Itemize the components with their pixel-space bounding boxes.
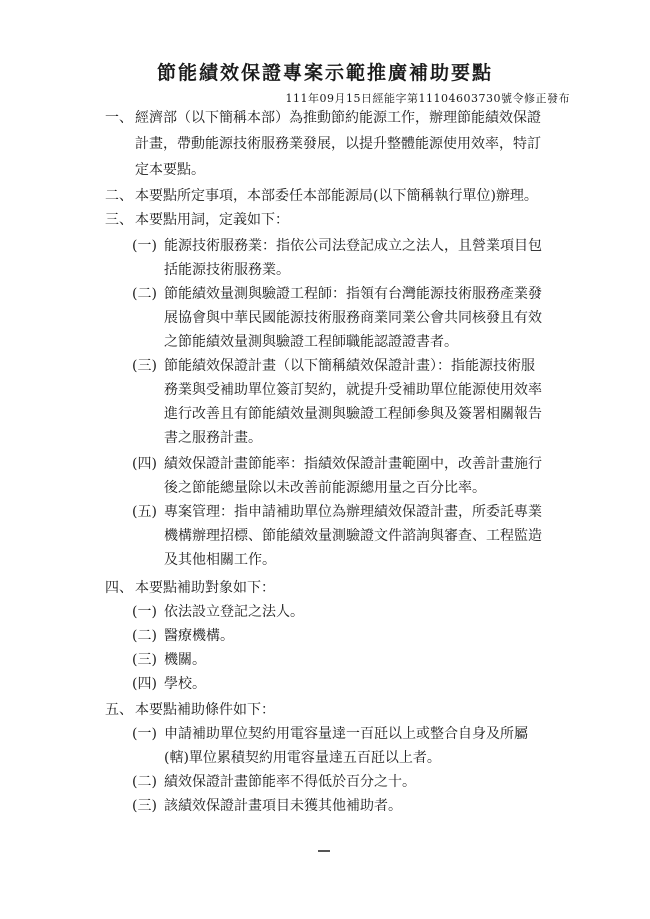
- section-1-line: 計畫，帶動能源技術服務業發展，以提升整體能源使用效率，特訂: [135, 136, 541, 152]
- section-5-line: 本要點補助條件如下：: [135, 702, 275, 718]
- item-line: 醫療機構。: [164, 628, 234, 644]
- document-title: 節能績效保證專案示範推廣補助要點: [156, 62, 493, 84]
- item-line: 依法設立登記之法人。: [164, 604, 304, 620]
- item-line: 該績效保證計畫項目未獲其他補助者。: [164, 798, 402, 814]
- section-5-number: 五、: [105, 702, 133, 718]
- item-number: (四): [132, 676, 157, 692]
- page-mark: [318, 850, 330, 852]
- item-line: 之節能績效量測與驗證工程師職能認證證書者。: [164, 334, 458, 350]
- item-number: (四): [132, 456, 157, 472]
- item-number: (三): [132, 798, 157, 814]
- section-4-number: 四、: [105, 580, 133, 596]
- item-line: 後之節能總量除以未改善前能源總用量之百分比率。: [164, 480, 486, 496]
- item-number: (二): [132, 286, 157, 302]
- item-line: 節能績效保證計畫（以下簡稱績效保證計畫）：指能源技術服: [164, 358, 535, 374]
- item-line: 進行改善且有節能績效量測與驗證工程師參與及簽署相關報告: [164, 406, 542, 422]
- section-1-line: 經濟部（以下簡稱本部）為推動節約能源工作，辦理節能績效保證: [135, 110, 541, 126]
- item-line: 書之服務計畫。: [164, 430, 262, 446]
- item-number: (五): [132, 504, 157, 520]
- item-line: (轄)單位累積契約用電容量達五百瓩以上者。: [164, 750, 441, 766]
- item-number: (三): [132, 652, 157, 668]
- item-number: (一): [132, 238, 157, 254]
- item-line: 專案管理：指申請補助單位為辦理績效保證計畫，所委託專業: [164, 504, 542, 520]
- section-3-line: 本要點用詞，定義如下：: [135, 212, 289, 228]
- item-line: 及其他相關工作。: [164, 552, 276, 568]
- item-line: 節能績效量測與驗證工程師：指領有台灣能源技術服務產業發: [164, 286, 542, 302]
- item-line: 績效保證計畫節能率：指績效保證計畫範圍中，改善計畫施行: [164, 456, 542, 472]
- section-1-number: 一、: [105, 110, 133, 126]
- item-number: (一): [132, 726, 157, 742]
- item-number: (二): [132, 628, 157, 644]
- item-line: 括能源技術服務業。: [164, 262, 290, 278]
- item-line: 務業與受補助單位簽訂契約，就提升受補助單位能源使用效率: [164, 382, 542, 398]
- item-line: 績效保證計畫節能率不得低於百分之十。: [164, 774, 416, 790]
- section-2-line: 本要點所定事項，本部委任本部能源局(以下簡稱執行單位)辦理。: [135, 188, 538, 204]
- section-4-line: 本要點補助對象如下：: [135, 580, 275, 596]
- item-number: (三): [132, 358, 157, 374]
- item-number: (二): [132, 774, 157, 790]
- section-1-line: 定本要點。: [135, 162, 205, 178]
- item-line: 能源技術服務業：指依公司法登記成立之法人，且營業項目包: [164, 238, 542, 254]
- section-2-number: 二、: [105, 188, 133, 204]
- item-line: 學校。: [164, 676, 206, 692]
- item-line: 機構辦理招標、節能績效量測驗證文件諮詢與審查、工程監造: [164, 528, 542, 544]
- decree-line: 111年09月15日經能字第11104603730號令修正發布: [285, 92, 570, 105]
- section-3-number: 三、: [105, 212, 133, 228]
- item-line: 申請補助單位契約用電容量達一百瓩以上或整合自身及所屬: [164, 726, 528, 742]
- item-number: (一): [132, 604, 157, 620]
- item-line: 機關。: [164, 652, 206, 668]
- item-line: 展協會與中華民國能源技術服務商業同業公會共同核發且有效: [164, 310, 542, 326]
